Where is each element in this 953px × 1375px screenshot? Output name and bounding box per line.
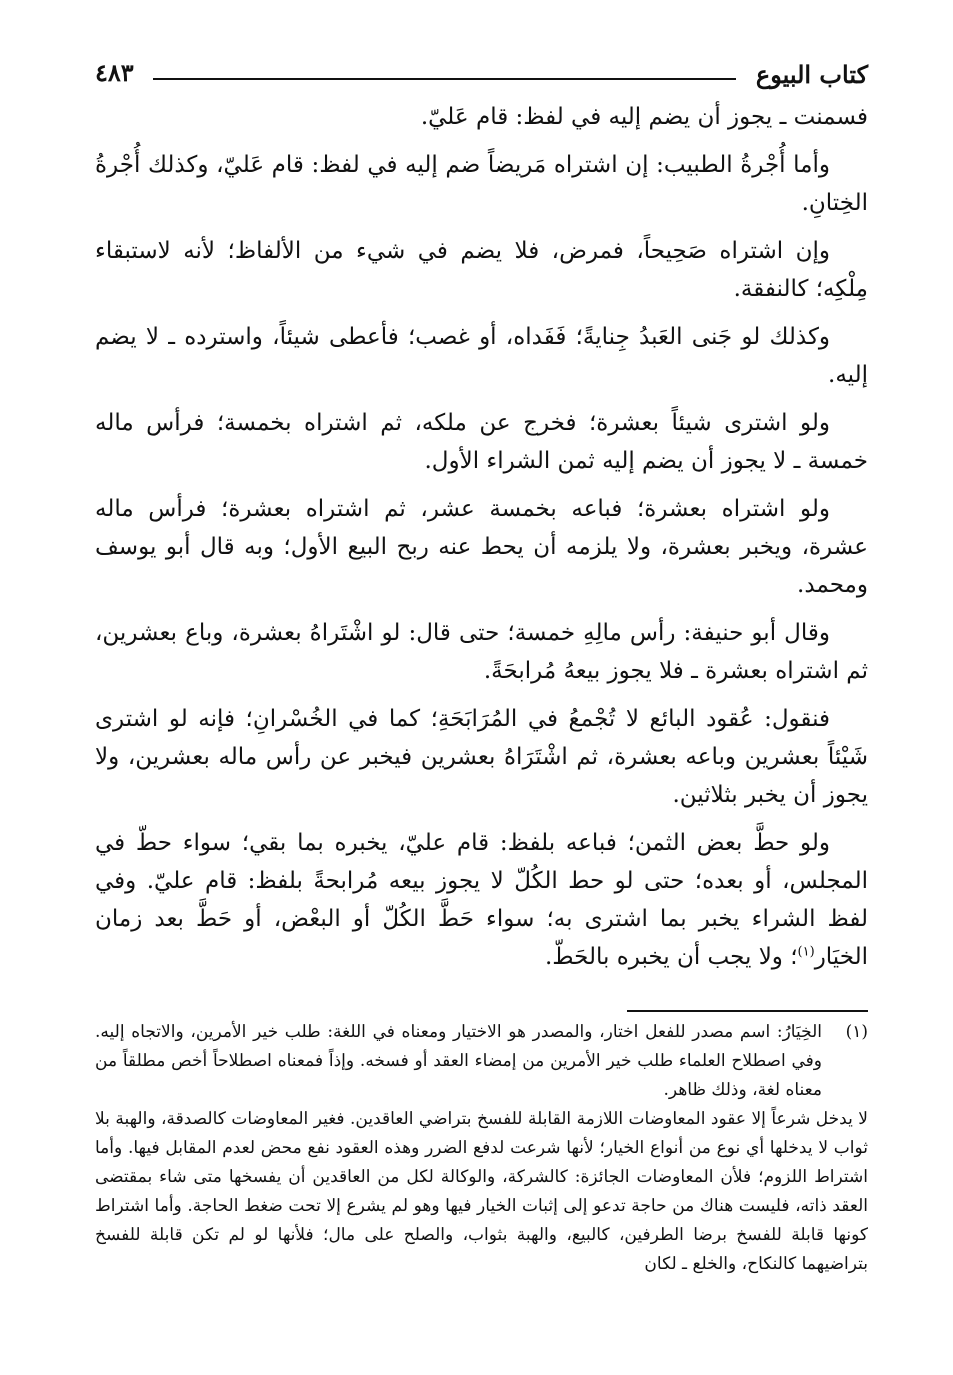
paragraph-7: وقال أبو حنيفة: رأس مالِهِ خمسة؛ حتى قال: لو اشْتَراهُ بعشرة، وباع بعشرين، ثم اشتراه بعشرة ـ فلا يجوز بيعهُ مُرابحَةً. — [95, 620, 868, 684]
footnote-1-continued: لا يدخل شرعاً إلا عقود المعاوضات اللازمة القابلة للفسخ بتراضي العاقدين. فغير المعاوضات كالصدقة، والهبة بلا ثواب لا يدخلها أي نوع من أنواع الخيار؛ لأنها شرعت لدفع الضرر وهذه العقود نفع محض لعدم المقابل فيها. وأما اشتراط اللزوم؛ فلأن المعاوضات الجائزة: كالشركة، والوكالة لكل من العاقدين أن يفسخها متى شاء بمقتضى العقد ذاته، فليست هناك من حاجة تدعو إلى إثبات الخيار فيها وهو لم يشرع إلا تحت ضغط الحاجة. وأما اشتراط كونها قابلة للفسخ برضا الطرفين، كالبيع، والهبة بثواب، والصلح على مال؛ فلأنها لو لم تكن قابلة للفسخ بتراضيهما كالنكاح، والخلع ـ لكان — [95, 1109, 868, 1274]
paragraph-2: وأما أُجْرةُ الطبيب: إن اشتراه مَريضاً ضم إليه في لفظ: قام عَليّ، وكذلك أُجْرةُ الخِتانِ. — [95, 152, 868, 216]
paragraph-9 — [95, 824, 868, 976]
paragraph-9-text: ولو حطَّ بعض الثمن؛ فباعه بلفظ: قام عليّ، يخبره بما بقي؛ سواء حطّ في المجلس، أو بعده؛ حتى لو حط الكُلّ لا يجوز بيعه مُرابحةً بلفظ: قام عليّ. وفي لفظ الشراء يخبر بما اشترى به؛ سواء حَطَّ الكُلّ أو البعْض، أو حَطَّ بعد زمان الخيَار — [95, 830, 868, 970]
chapter-title: كتاب البيوع — [755, 60, 868, 89]
footnote-1 — [95, 1018, 868, 1105]
footnotes — [95, 1018, 868, 1279]
page-number: ٤٨٣ — [95, 58, 134, 87]
footnote-separator — [627, 1010, 868, 1012]
paragraph-8: فنقول: عُقود البائع لا تُجْمعُ في المُرَابَحَةِ؛ كما في الخُسْرانِ؛ فإنه لو اشترى شَيْئاً بعشرين وباعه بعشرة، ثم اشْتَرَاهُ بعشرين فيخبر عن رأس ماله بعشرين، ولا يجوز أن يخبر بثلاثين. — [95, 706, 868, 808]
paragraph-1: فسمنت ـ يجوز أن يضم إليه في لفظ: قام عَليّ. — [420, 104, 868, 130]
paragraph-5: ولو اشترى شيئاً بعشرة؛ فخرج عن ملكه، ثم اشتراه بخمسة؛ فرأس ماله خمسة ـ لا يجوز أن يضم إليه ثمن الشراء الأول. — [95, 410, 868, 474]
paragraph-3: وإن اشتراه صَحِيحاً، فمرض، فلا يضم في شيء من الألفاظ؛ لأنه لاستبقاء مِلْكِه؛ كالنفقة. — [95, 238, 868, 302]
paragraph-9-end: ؛ ولا يجب أن يخبره بالحَطّ. — [545, 944, 798, 970]
footnote-1-text: الخِيَارُ: اسم مصدر للفعل اختار، والمصدر هو الاختيار ومعناه في اللغة: طلب خير الأمرين، والاتجاه إليه. وفي اصطلاح العلماء طلب خير الأمرين من إمضاء العقد أو فسخه. وإذاً فمعناه اصطلاحاً أخص مطلقاً من معناه لغة، وذلك ظاهر. — [95, 1022, 822, 1100]
paragraph-4: وكذلك لو جَنى العَبدُ جِنايةً؛ فَفَداه، أو غصب؛ فأعطى شيئاً، واسترده ـ لا يضم إليه. — [95, 324, 868, 388]
paragraph-6: ولو اشتراه بعشرة؛ فباعه بخمسة عشر، ثم اشتراه بعشرة؛ فرأس ماله عشرة، ويخبر بعشرة، ولا يلزمه أن يحط عنه ربح البيع الأول؛ وبه قال أبو يوسف ومحمد. — [95, 496, 868, 598]
footnote-reference[interactable]: (١) — [797, 944, 815, 960]
footnote-number: (١) — [845, 1022, 868, 1042]
header-rule — [153, 78, 736, 80]
main-text — [95, 98, 868, 986]
page-header — [95, 58, 868, 94]
